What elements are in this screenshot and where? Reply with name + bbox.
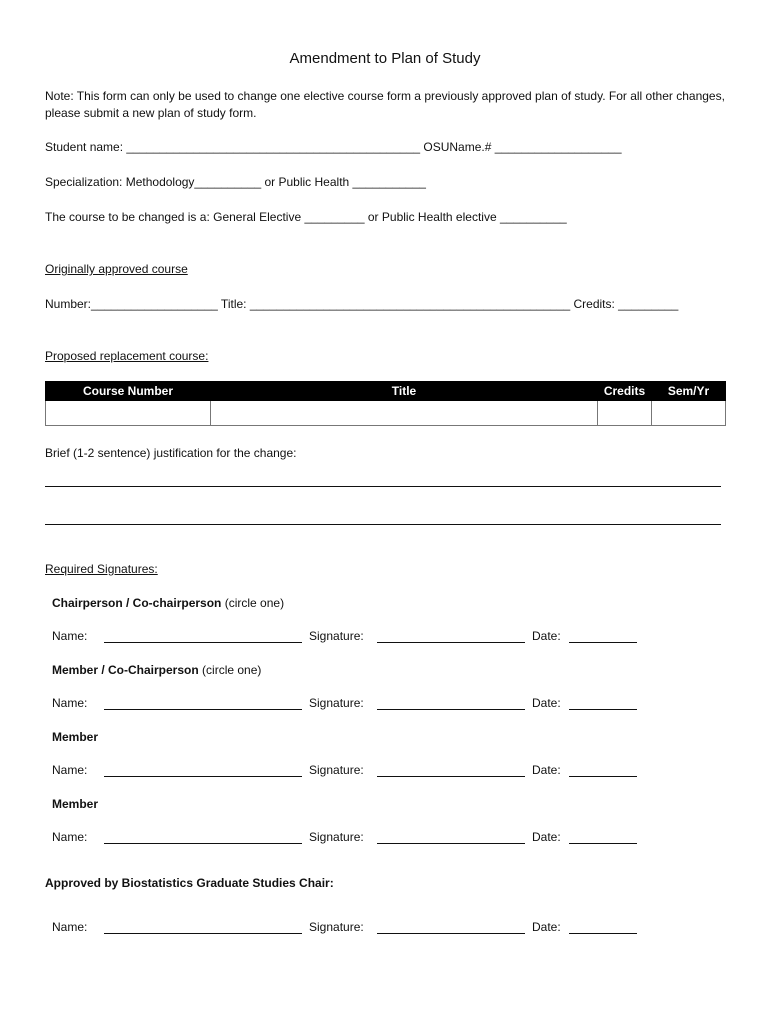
signer-role-1 — [52, 596, 284, 610]
date-field[interactable] — [569, 629, 637, 643]
signature-row-2 — [52, 696, 637, 710]
date-label: Date: — [532, 696, 561, 710]
signer-role-3 — [52, 730, 98, 744]
signature-field[interactable] — [377, 629, 525, 643]
name-label: Name: — [52, 830, 88, 844]
name-field[interactable] — [104, 830, 302, 844]
signer-role-2 — [52, 663, 261, 677]
signature-row-4 — [52, 830, 637, 844]
date-field[interactable] — [569, 696, 637, 710]
table-row — [46, 401, 726, 426]
name-field[interactable] — [104, 696, 302, 710]
table-header-course-number: Course Number — [46, 382, 211, 401]
name-label: Name: — [52, 696, 88, 710]
table-header-title: Title — [211, 382, 598, 401]
name-field[interactable] — [104, 763, 302, 777]
name-label: Name: — [52, 763, 88, 777]
signer-role-4 — [52, 797, 98, 811]
name-label: Name: — [52, 920, 88, 934]
original-course-line: Number:___________________ Title: ________________________________________________ Credits: _________ — [45, 297, 679, 311]
date-label: Date: — [532, 830, 561, 844]
date-label: Date: — [532, 763, 561, 777]
specialization-line: Specialization: Methodology__________ or Public Health ___________ — [45, 175, 426, 189]
name-label: Name: — [52, 629, 88, 643]
signature-label: Signature: — [309, 629, 364, 643]
credits-cell[interactable] — [598, 401, 652, 426]
signature-field[interactable] — [377, 763, 525, 777]
date-field[interactable] — [569, 920, 637, 934]
date-field[interactable] — [569, 763, 637, 777]
name-field[interactable] — [104, 920, 302, 934]
signature-row-1 — [52, 629, 637, 643]
signature-label: Signature: — [309, 696, 364, 710]
form-title: Amendment to Plan of Study — [289, 50, 481, 67]
signer-role-name: Member — [52, 730, 99, 744]
justification-line-2[interactable] — [45, 524, 721, 525]
signer-role-name: Member — [52, 797, 99, 811]
proposed-course-table — [45, 381, 726, 426]
date-label: Date: — [532, 629, 561, 643]
signature-row-5 — [52, 920, 637, 934]
course-number-cell[interactable] — [46, 401, 211, 426]
name-field[interactable] — [104, 629, 302, 643]
signature-label: Signature: — [309, 920, 364, 934]
signatures-heading: Required Signatures: — [45, 562, 158, 576]
signature-row-3 — [52, 763, 637, 777]
signature-field[interactable] — [377, 830, 525, 844]
justification-label: Brief (1-2 sentence) justification for the change: — [45, 446, 297, 460]
student-name-line: Student name: ____________________________________________ OSUName.# ___________________ — [45, 140, 622, 154]
course-change-line: The course to be changed is a: General Elective _________ or Public Health elective __________ — [45, 210, 567, 224]
original-course-heading: Originally approved course — [45, 262, 188, 276]
date-field[interactable] — [569, 830, 637, 844]
signer-role-note: (circle one) — [224, 596, 285, 610]
table-header-row — [46, 382, 726, 401]
table-header-credits: Credits — [598, 382, 652, 401]
signer-role-note: (circle one) — [202, 663, 262, 677]
justification-line-1[interactable] — [45, 486, 721, 487]
signature-label: Signature: — [309, 830, 364, 844]
signature-field[interactable] — [377, 920, 525, 934]
signature-label: Signature: — [309, 763, 364, 777]
approval-heading: Approved by Biostatistics Graduate Studies Chair: — [45, 876, 334, 890]
proposed-course-heading: Proposed replacement course: — [45, 349, 209, 363]
form-note: Note: This form can only be used to change one elective course form a previously approved plan of study. For all other changes, please submit a new plan of study form. — [45, 89, 725, 120]
course-title-cell[interactable] — [211, 401, 598, 426]
sem-yr-cell[interactable] — [652, 401, 726, 426]
signer-role-name: Member / Co-Chairperson — [52, 663, 199, 677]
table-header-sem-yr: Sem/Yr — [652, 382, 726, 401]
signer-role-name: Chairperson / Co-chairperson — [52, 596, 222, 610]
date-label: Date: — [532, 920, 561, 934]
signature-field[interactable] — [377, 696, 525, 710]
